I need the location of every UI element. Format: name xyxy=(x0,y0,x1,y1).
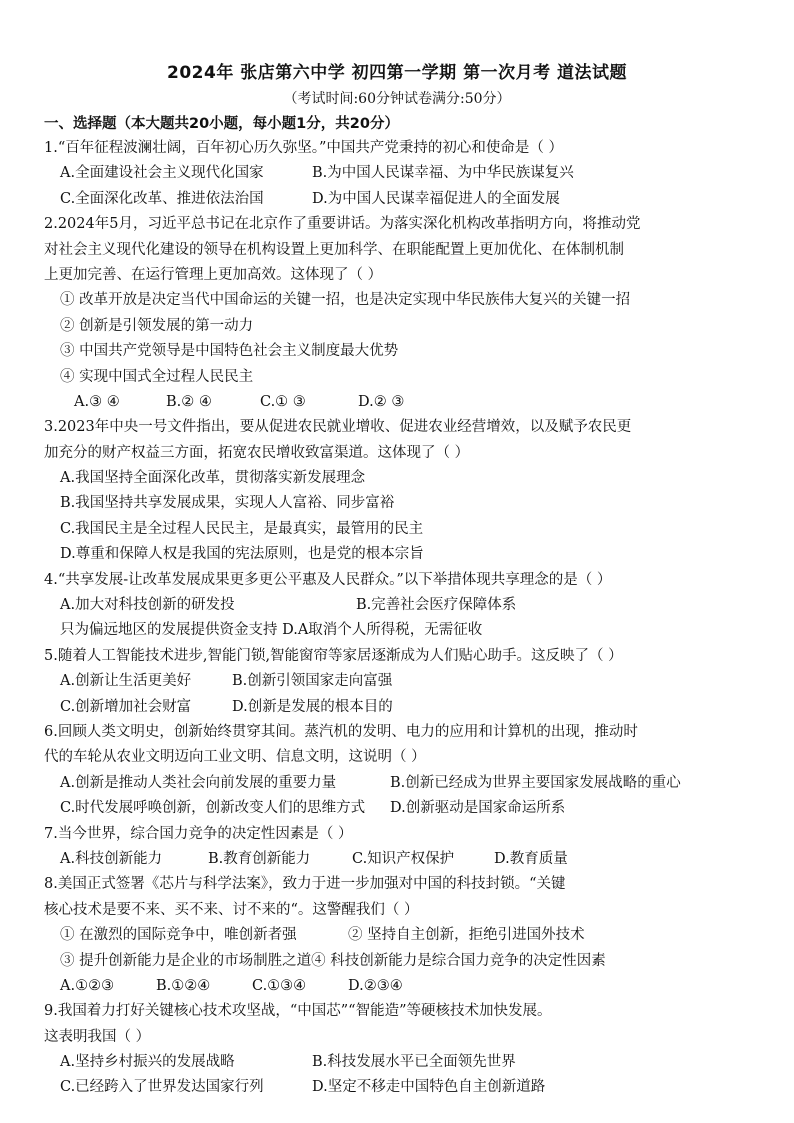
question-8-statements-34: ③ 提升创新能力是企业的市场制胜之道④ 科技创新能力是综合国力竞争的决定性因素 xyxy=(60,952,606,969)
option-d: D.②③④ xyxy=(348,977,403,994)
question-9-stem-line-2: 这表明我国（ ） xyxy=(44,1028,151,1045)
option-d: D.坚定不移走中国特色自主创新道路 xyxy=(312,1079,546,1096)
question-9-options-ab xyxy=(44,1050,756,1075)
question-8-statements-12 xyxy=(44,923,756,948)
option-d: D.为中国人民谋幸福促进人的全面发展 xyxy=(312,190,560,207)
option-a: A.③ ④ xyxy=(74,393,120,410)
question-4-stem: 4.“共享发展-让改革发展成果更多更公平惠及人民群众。”以下举措体现共享理念的是（ ） xyxy=(44,571,612,588)
question-3-option-d: D.尊重和保障人权是我国的宪法原则，也是党的根本宗旨 xyxy=(60,546,424,563)
option-a: A.坚持乡村振兴的发展战略 xyxy=(60,1054,235,1071)
question-6-stem-line-2: 代的车轮从农业文明迈向工业文明、信息文明，这说明（ ） xyxy=(44,749,426,766)
question-9-options-cd xyxy=(44,1075,756,1100)
question-6-options-ab xyxy=(44,771,756,796)
option-a: A.科技创新能力 xyxy=(60,850,163,867)
question-3-stem-line-2: 加充分的财产权益三方面，拓宽农民增收致富渠道。这体现了（ ） xyxy=(44,444,470,461)
question-2-statement-3: ③ 中国共产党领导是中国特色社会主义制度最大优势 xyxy=(60,343,399,360)
option-a: A.全面建设社会主义现代化国家 xyxy=(60,165,264,182)
option-a: A.加大对科技创新的研发投 xyxy=(60,597,235,614)
option-c: C.时代发展呼唤创新，创新改变人们的思维方式 xyxy=(60,800,366,817)
option-d: D.创新驱动是国家命运所系 xyxy=(390,800,566,817)
option-c: C.已经跨入了世界发达国家行列 xyxy=(60,1079,264,1096)
option-b: B.教育创新能力 xyxy=(208,850,311,867)
statement-2: ② 坚持自主创新，拒绝引进国外技术 xyxy=(348,927,585,944)
question-6-options-cd xyxy=(44,796,756,821)
question-5-stem: 5.随着人工智能技术进步,智能门锁,智能窗帘等家居逐渐成为人们贴心助手。这反映了（ ） xyxy=(44,647,623,664)
question-7-options xyxy=(44,847,756,872)
question-6-stem-line-1: 6.回顾人类文明史，创新始终贯穿其间。蒸汽机的发明、电力的应用和计算机的出现，推动时 xyxy=(44,723,638,740)
option-c: C.①③④ xyxy=(252,977,307,994)
option-b: B.创新已经成为世界主要国家发展战略的重心 xyxy=(390,774,681,791)
question-3-option-b: B.我国坚持共享发展成果，实现人人富裕、同步富裕 xyxy=(60,495,395,512)
option-a: A.①②③ xyxy=(60,977,115,994)
question-3-option-a: A.我国坚持全面深化改革，贯彻落实新发展理念 xyxy=(60,470,366,487)
question-7-stem: 7.当今世界，综合国力竞争的决定性因素是（ ） xyxy=(44,825,353,842)
option-d: D.创新是发展的根本目的 xyxy=(232,698,393,715)
question-8-stem-line-1: 8.美国正式签署《芯片与科学法案》，致力于进一步加强对中国的科技封锁。“关键 xyxy=(44,876,566,893)
option-c: C.创新增加社会财富 xyxy=(60,698,192,715)
section-heading: 一、选择题（本大题共20小题，每小题1分，共20分） xyxy=(44,116,399,132)
question-2-stem-line-2: 对社会主义现代化建设的领导在机构设置上更加科学、在职能配置上更加优化、在体制机制 xyxy=(44,241,624,258)
question-5-options-cd xyxy=(44,695,756,720)
option-c: C.全面深化改革、推进依法治国 xyxy=(60,190,264,207)
question-8-stem-line-2: 核心技术是要不来、买不来、讨不来的“。这警醒我们（ ） xyxy=(44,901,419,918)
statement-1: ① 在激烈的国际竞争中，唯创新者强 xyxy=(60,927,297,944)
option-c: C.知识产权保护 xyxy=(352,850,455,867)
question-4-options-cd: 只为偏远地区的发展提供资金支持 D.A取消个人所得税，无需征收 xyxy=(60,622,483,639)
option-b: B.为中国人民谋幸福、为中华民族谋复兴 xyxy=(312,165,574,182)
question-5-options-ab xyxy=(44,669,756,694)
question-2-options xyxy=(44,390,756,415)
option-b: B.② ④ xyxy=(166,393,212,410)
question-2-statement-4: ④ 实现中国式全过程人民民主 xyxy=(60,368,254,385)
exam-subtitle: （考试时间:60分钟试卷满分:50分） xyxy=(283,91,511,107)
question-8-options xyxy=(44,974,756,999)
question-2-stem-line-3: 上更加完善、在运行管理上更加高效。这体现了（ ） xyxy=(44,266,383,283)
option-b: B.创新引领国家走向富强 xyxy=(232,673,393,690)
option-b: B.完善社会医疗保障体系 xyxy=(356,597,517,614)
option-b: B.①②④ xyxy=(156,977,211,994)
question-3-option-c: C.我国民主是全过程人民民主，是最真实，最管用的民主 xyxy=(60,520,424,537)
question-2-stem-line-1: 2.2024年5月，习近平总书记在北京作了重要讲话。为落实深化机构改革指明方向，将推动党 xyxy=(44,216,641,233)
question-1-options-cd xyxy=(44,187,756,212)
question-1-options-ab xyxy=(44,161,756,186)
question-3-stem-line-1: 3.2023年中央一号文件指出，要从促进农民就业增收、促进农业经营增效，以及赋予农民更 xyxy=(44,419,632,436)
option-c: C.① ③ xyxy=(260,393,306,410)
question-2-statement-1: ① 改革开放是决定当代中国命运的关键一招，也是决定实现中华民族伟大复兴的关键一招 xyxy=(60,292,631,309)
exam-title: 2024年 张店第六中学 初四第一学期 第一次月考 道法试题 xyxy=(167,63,627,83)
option-d: D.② ③ xyxy=(358,393,405,410)
question-9-stem-line-1: 9.我国着力打好关键核心技术攻坚战，“中国芯”“智能造”等硬核技术加快发展。 xyxy=(44,1003,552,1020)
option-d: D.教育质量 xyxy=(494,850,568,867)
option-a: A.创新让生活更美好 xyxy=(60,673,192,690)
question-2-statement-2: ② 创新是引领发展的第一动力 xyxy=(60,317,254,334)
option-b: B.科技发展水平已全面领先世界 xyxy=(312,1054,516,1071)
exam-content xyxy=(44,112,756,1101)
question-4-options-ab xyxy=(44,593,756,618)
option-a: A.创新是推动人类社会向前发展的重要力量 xyxy=(60,774,337,791)
question-1-stem: 1.“百年征程波澜壮阔，百年初心历久弥坚。”中国共产党秉持的初心和使命是（ ） xyxy=(44,140,564,156)
